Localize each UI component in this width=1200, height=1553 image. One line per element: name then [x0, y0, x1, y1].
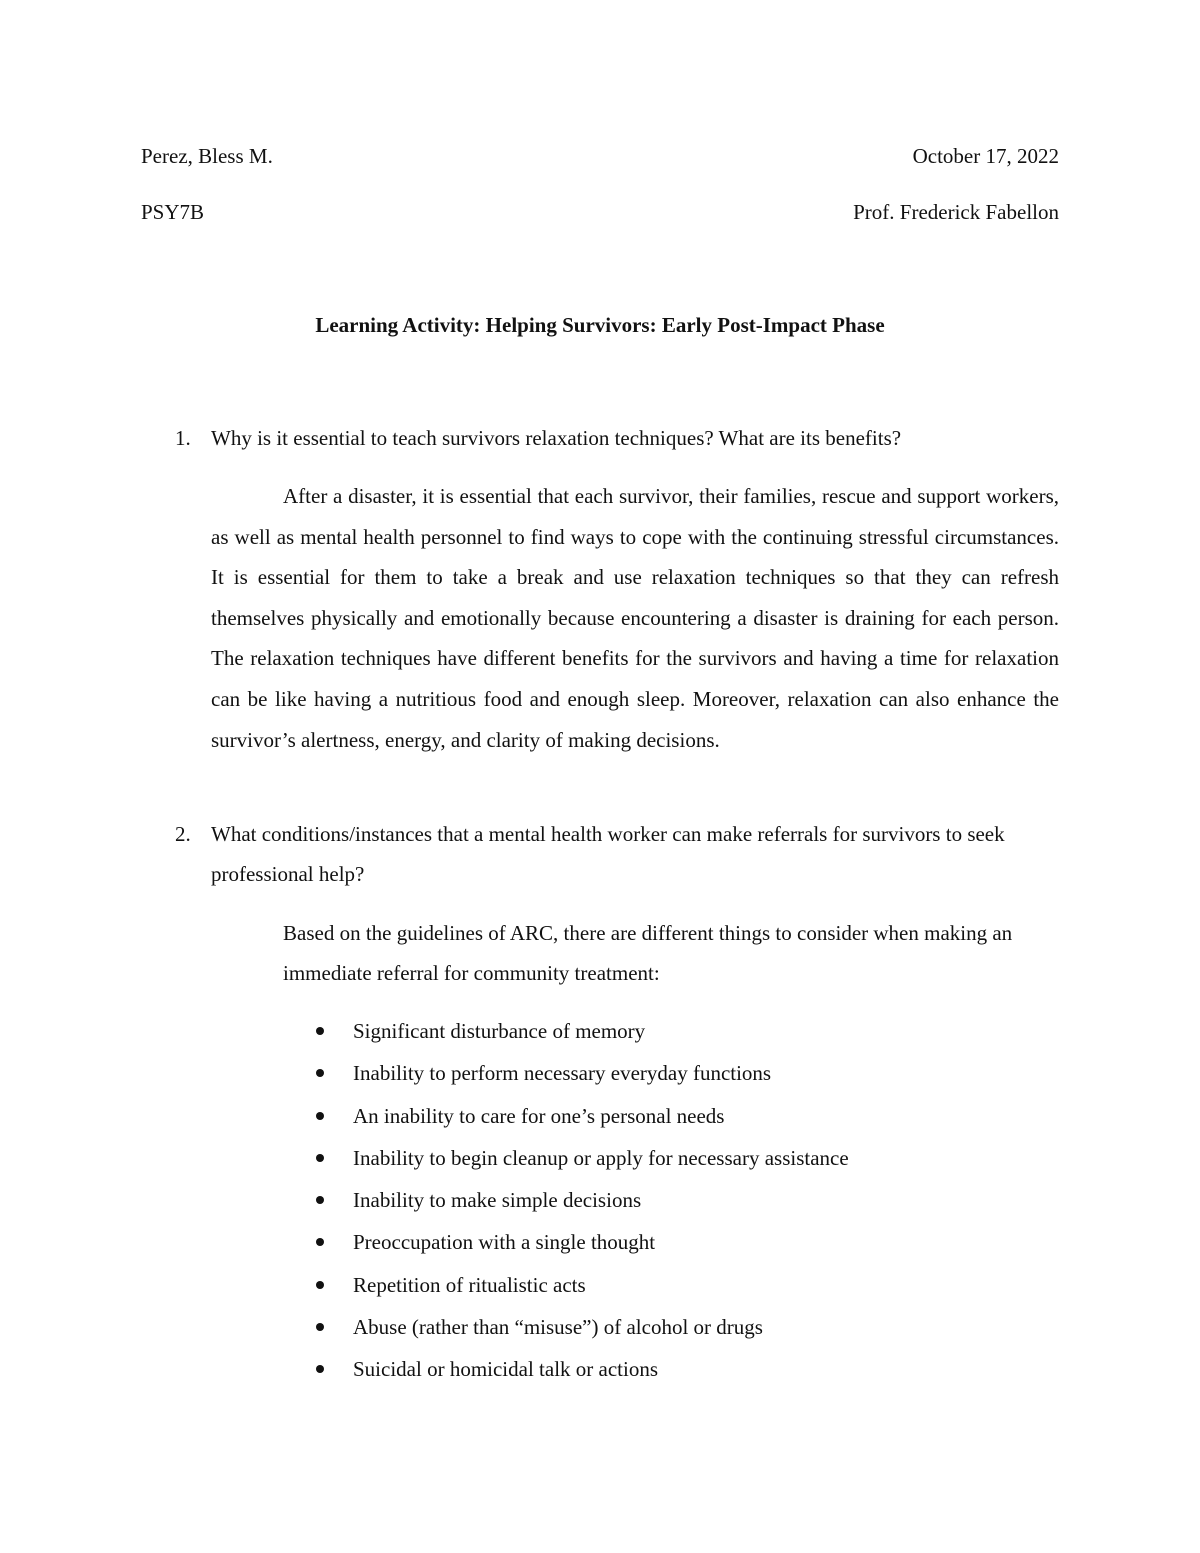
list-item: [283, 1052, 1059, 1094]
bullet-icon: [316, 1196, 324, 1204]
header-row-2: [141, 198, 1059, 226]
student-name: Perez, Bless M.: [141, 144, 273, 168]
bullet-icon: [316, 1365, 324, 1373]
list-item-text: Inability to perform necessary everyday functions: [353, 1061, 772, 1086]
bullet-icon: [316, 1027, 324, 1035]
question-2: [141, 814, 1059, 894]
list-item: [283, 1306, 1059, 1348]
question-number: 2.: [175, 822, 191, 846]
bullet-icon: [316, 1112, 324, 1120]
list-item-text: Suicidal or homicidal talk or actions: [353, 1357, 659, 1382]
list-item: [283, 1348, 1059, 1390]
question-text: What conditions/instances that a mental health worker can make referrals for survivors to seek professional help?: [211, 822, 1005, 886]
answer-2-intro: Based on the guidelines of ARC, there are different things to consider when making an immediate referral for community treatment:: [283, 921, 1013, 985]
course-code: PSY7B: [141, 200, 205, 224]
professor-name: Prof. Frederick Fabellon: [853, 200, 1059, 224]
list-item: [283, 1264, 1059, 1306]
question-1: [141, 418, 1059, 458]
list-item-text: Repetition of ritualistic acts: [353, 1272, 586, 1297]
submission-date: October 17, 2022: [912, 144, 1059, 168]
document-title: Learning Activity: Helping Survivors: Early Post-Impact Phase: [315, 313, 885, 337]
question-number: 1.: [175, 426, 191, 450]
bullet-icon: [316, 1323, 324, 1331]
bullet-icon: [316, 1069, 324, 1077]
referral-criteria-list: [283, 1010, 1059, 1391]
list-item: [283, 1095, 1059, 1137]
bullet-icon: [316, 1238, 324, 1246]
header-row-1: [141, 142, 1059, 170]
answer-1-paragraph: After a disaster, it is essential that each survivor, their families, rescue and support workers, as well as mental health personnel to find ways to cope with the continuing stressful circumstances. It is essential for them to take a break and use relaxation techniques so that they can refresh themselves physically and emotionally because encountering a disaster is draining for each person. The relaxation techniques have different benefits for the survivors and having a time for relaxation can be like having a nutritious food and enough sleep. Moreover, relaxation can also enhance the survivor’s alertness, energy, and clarity of making decisions.: [211, 484, 1059, 752]
question-text: Why is it essential to teach survivors relaxation techniques? What are its benefits?: [211, 426, 902, 450]
list-item-text: Significant disturbance of memory: [353, 1019, 646, 1043]
list-item: [283, 1221, 1059, 1263]
list-item-text: Inability to make simple decisions: [353, 1188, 642, 1213]
bullet-icon: [316, 1281, 324, 1289]
list-item-text: Abuse (rather than “misuse”) of alcohol or drugs: [353, 1315, 763, 1340]
list-item: [283, 1137, 1059, 1179]
list-item-text: An inability to care for one’s personal needs: [353, 1103, 725, 1128]
list-item: [283, 1010, 1059, 1052]
list-item: [283, 1179, 1059, 1221]
list-item-text: Inability to begin cleanup or apply for necessary assistance: [353, 1145, 849, 1170]
bullet-icon: [316, 1154, 324, 1162]
list-item-text: Preoccupation with a single thought: [353, 1230, 656, 1255]
